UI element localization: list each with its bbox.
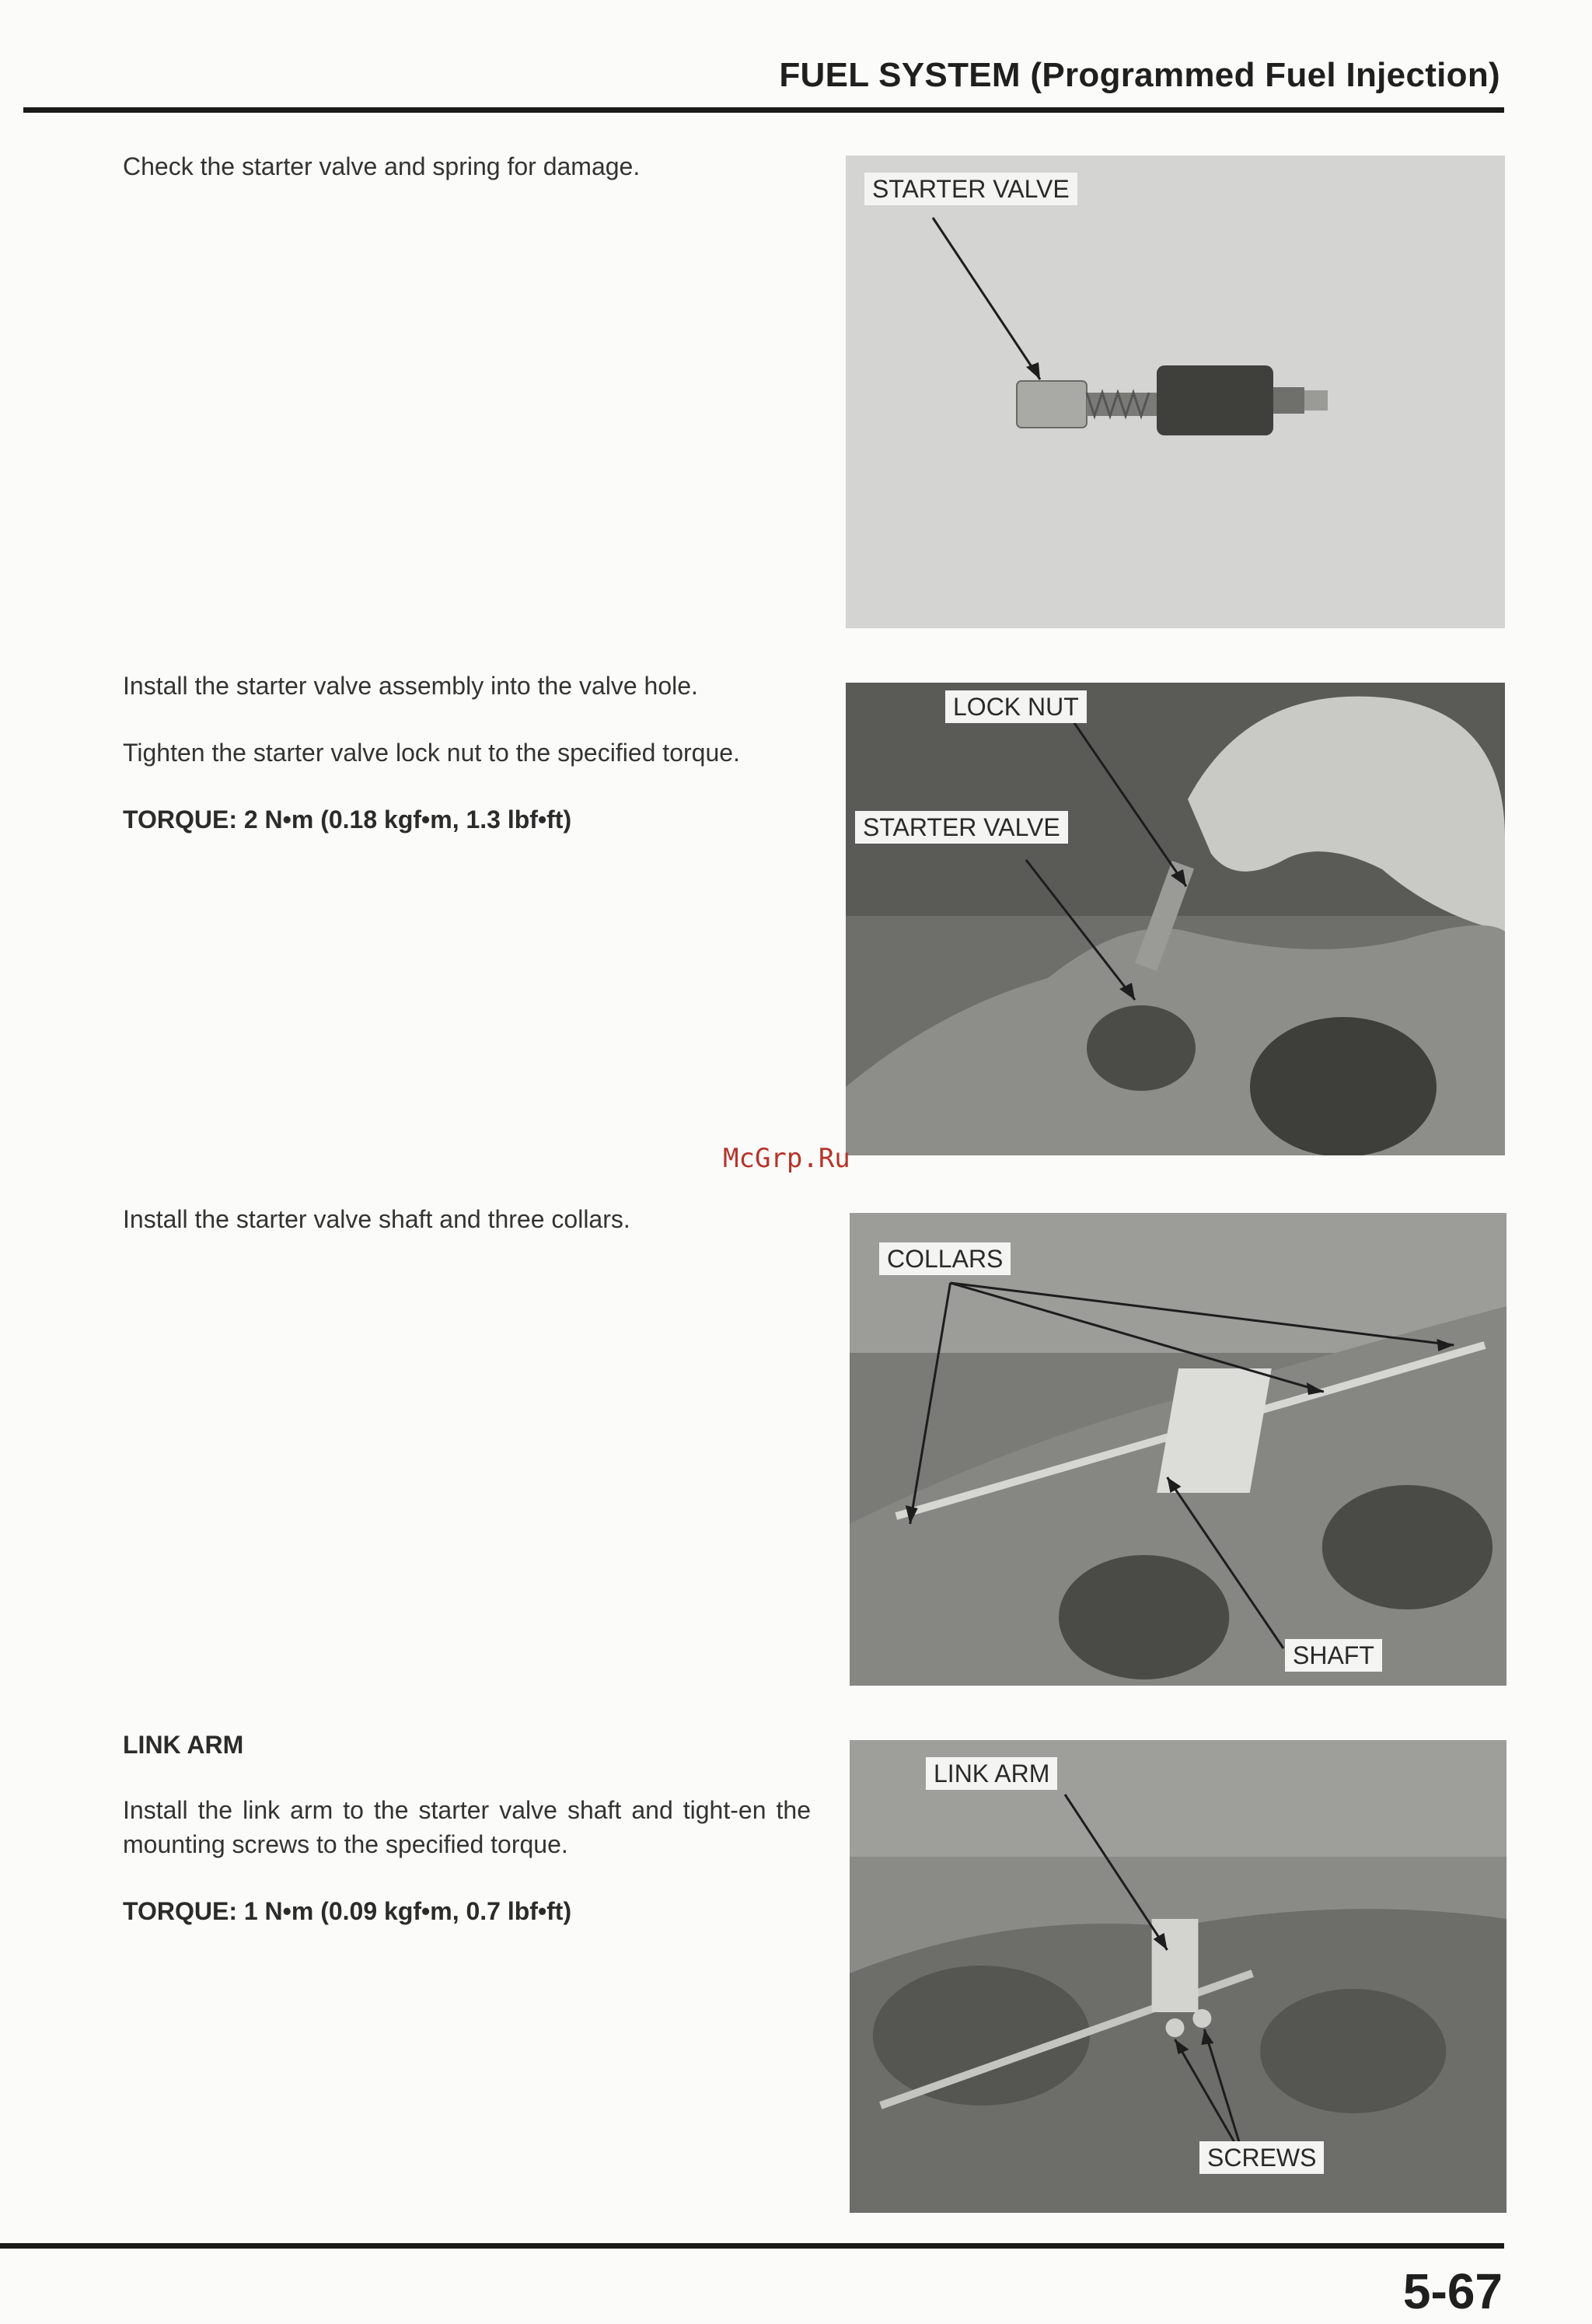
shaft-label: SHAFT: [1285, 1639, 1382, 1672]
lock-nut-label: LOCK NUT: [945, 690, 1087, 723]
section-1-text: [123, 149, 811, 216]
torque-spec: TORQUE: 1 N•m (0.09 kgf•m, 0.7 lbf•ft): [123, 1897, 572, 1925]
instruction-text: Install the link arm to the starter valve shaft and tight-en the mounting screws to the specified torque.: [123, 1796, 811, 1858]
torque-spec: TORQUE: 2 N•m (0.18 kgf•m, 1.3 lbf•ft): [123, 806, 572, 833]
collars-label: COLLARS: [879, 1242, 1011, 1275]
starter-valve-label: STARTER VALVE: [864, 173, 1077, 205]
section-2-text: [123, 669, 811, 869]
section-3-text: [123, 1202, 811, 1269]
starter-valve-photo: [846, 156, 1505, 628]
section-header-title: FUEL SYSTEM (Programmed Fuel Injection): [779, 56, 1500, 94]
lock-nut-photo: [846, 683, 1505, 1155]
link-arm-photo: [850, 1740, 1506, 2213]
link-arm-label: LINK ARM: [926, 1757, 1057, 1790]
section-4-text: [123, 1728, 811, 1961]
watermark: McGrp.Ru: [723, 1143, 850, 1174]
instruction-text: Install the starter valve shaft and three collars.: [123, 1205, 630, 1233]
sub-heading: LINK ARM: [123, 1731, 244, 1759]
instruction-text: Install the starter valve assembly into the valve hole.: [123, 672, 698, 700]
screws-label: SCREWS: [1199, 2141, 1324, 2174]
instruction-text: Check the starter valve and spring for damage.: [123, 152, 641, 180]
starter-valve-label: STARTER VALVE: [855, 811, 1068, 844]
instruction-text: Tighten the starter valve lock nut to the specified torque.: [123, 739, 740, 767]
collars-shaft-photo: [850, 1213, 1506, 1686]
header-rule: [23, 107, 1504, 113]
footer-rule: [0, 2243, 1504, 2249]
page-number: 5-67: [1402, 2263, 1503, 2319]
